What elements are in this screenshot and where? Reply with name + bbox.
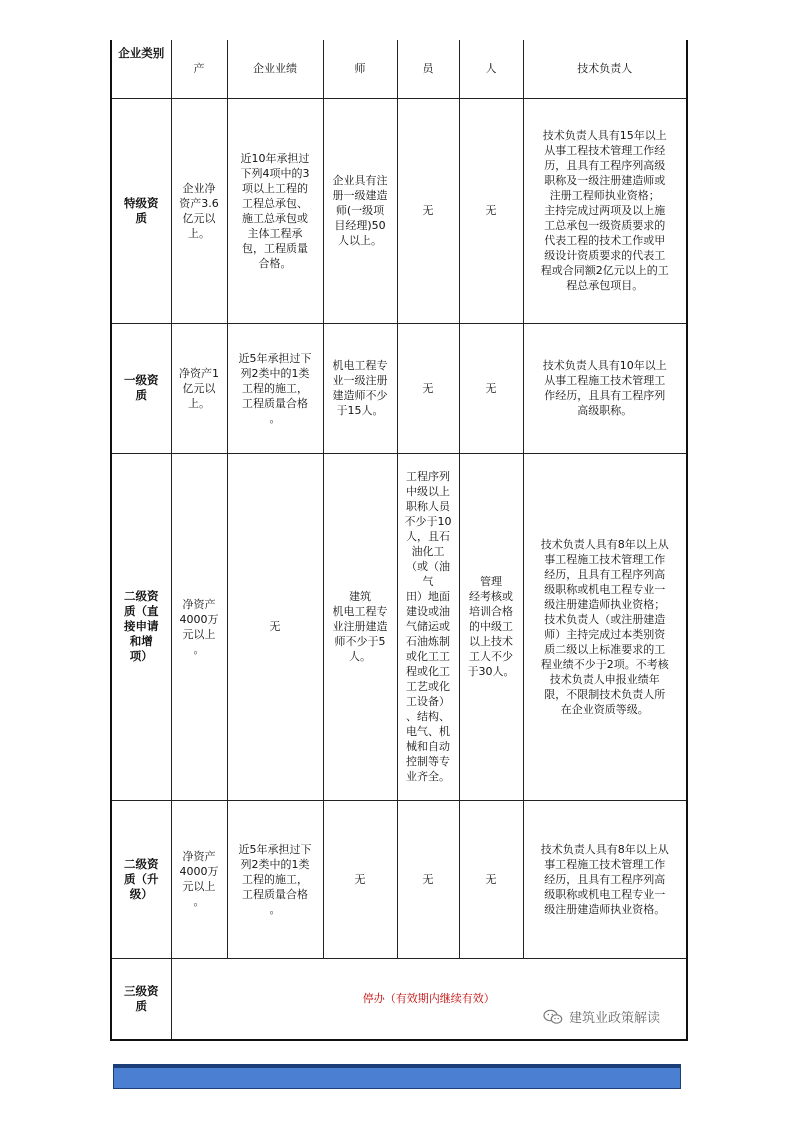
row-staff: 无	[397, 323, 459, 453]
header-row	[111, 40, 687, 98]
row-tech-lead: 技术负责人具有8年以上从 事工程施工技术管理工作 经历，且具有工程序列高 级职称或机电工程专业一 级注册建造师执业资格。	[523, 800, 687, 958]
row-asset: 净资产 4000万 元以上 。	[171, 453, 227, 800]
row-engineer: 机电工程专 业一级注册 建造师不少 于15人。	[323, 323, 397, 453]
row-tech-lead: 技术负责人具有10年以上 从事工程施工技术管理工 作经历，且具有工程序列 高级职称。	[523, 323, 687, 453]
row-name: 二级资 质（直 接申请 和增 项）	[111, 453, 171, 800]
watermark	[543, 1007, 660, 1026]
header-performance: 企业业绩	[227, 40, 323, 98]
table-row	[111, 98, 687, 323]
row-staff: 工程序列 中级以上 职称人员 不少于10 人，且石 油化工 （或（油气 田）地面 建设或油 气储运或 石油炼制 或化工工 程或化工 工艺或化 工设备） 、结构、 电气、机 械和自动 控制等专 业齐全。	[397, 453, 459, 800]
row-performance: 近10年承担过 下列4项中的3 项以上工程的 工程总承包、 施工总承包或 主体工程承 包，工程质量 合格。	[227, 98, 323, 323]
header-engineer: 师	[323, 40, 397, 98]
row-engineer: 企业具有注 册一级建造 师(一级项 目经理)50 人以上。	[323, 98, 397, 323]
row-workers: 无	[459, 323, 523, 453]
header-tech-lead: 技术负责人	[523, 40, 687, 98]
row-asset: 净资产1 亿元以 上。	[171, 323, 227, 453]
row-asset: 企业净 资产3.6 亿元以 上。	[171, 98, 227, 323]
row-staff: 无	[397, 800, 459, 958]
row-name: 二级资 质（升 级）	[111, 800, 171, 958]
table-row	[111, 958, 687, 1040]
row-workers: 无	[459, 98, 523, 323]
row-name: 三级资 质	[111, 958, 171, 1040]
header-category: 企业类别	[111, 40, 171, 98]
row-performance: 无	[227, 453, 323, 800]
row-performance: 近5年承担过下 列2类中的1类 工程的施工， 工程质量合格 。	[227, 800, 323, 958]
discontinued-note: 停办（有效期内继续有效）	[171, 958, 687, 1040]
row-name: 特级资 质	[111, 98, 171, 323]
row-engineer: 无	[323, 800, 397, 958]
row-tech-lead: 技术负责人具有8年以上从 事工程施工技术管理工作 经历，且具有工程序列高 级职称或机电工程专业一 级注册建造师执业资格； 技术负责人（或注册建造 师）主持完成过本类别资 质二级以上标准要求的工 程业绩不少于2项。不考核 技术负责人申报业绩年 限，不限制技术负责人所 在企业资质等级。	[523, 453, 687, 800]
watermark-text: 建筑业政策解读	[569, 1011, 661, 1026]
table-row	[111, 323, 687, 453]
row-name: 一级资 质	[111, 323, 171, 453]
row-tech-lead: 技术负责人具有15年以上 从事工程技术管理工作经 历，且具有工程序列高级 职称及一级注册建造师或 注册工程师执业资格； 主持完成过两项及以上施 工总承包一级资质要求的 代表工程的技术工作或甲 级设计资质要求的代表工 程或合同额2亿元以上的工 程总承包项目。	[523, 98, 687, 323]
row-staff: 无	[397, 98, 459, 323]
row-engineer: 建筑 机电工程专 业注册建造 师不少于5 人。	[323, 453, 397, 800]
wechat-icon	[543, 1009, 563, 1025]
row-asset: 净资产 4000万 元以上 。	[171, 800, 227, 958]
table-row	[111, 800, 687, 958]
row-workers: 管理 经考核或 培训合格 的中级工 以上技术 工人不少 于30人。	[459, 453, 523, 800]
table-row	[111, 453, 687, 800]
qualification-table	[110, 40, 688, 1041]
header-asset: 产	[171, 40, 227, 98]
header-workers: 人	[459, 40, 523, 98]
next-table-header-bar	[113, 1067, 681, 1089]
row-workers: 无	[459, 800, 523, 958]
header-staff: 员	[397, 40, 459, 98]
row-performance: 近5年承担过下 列2类中的1类 工程的施工， 工程质量合格 。	[227, 323, 323, 453]
